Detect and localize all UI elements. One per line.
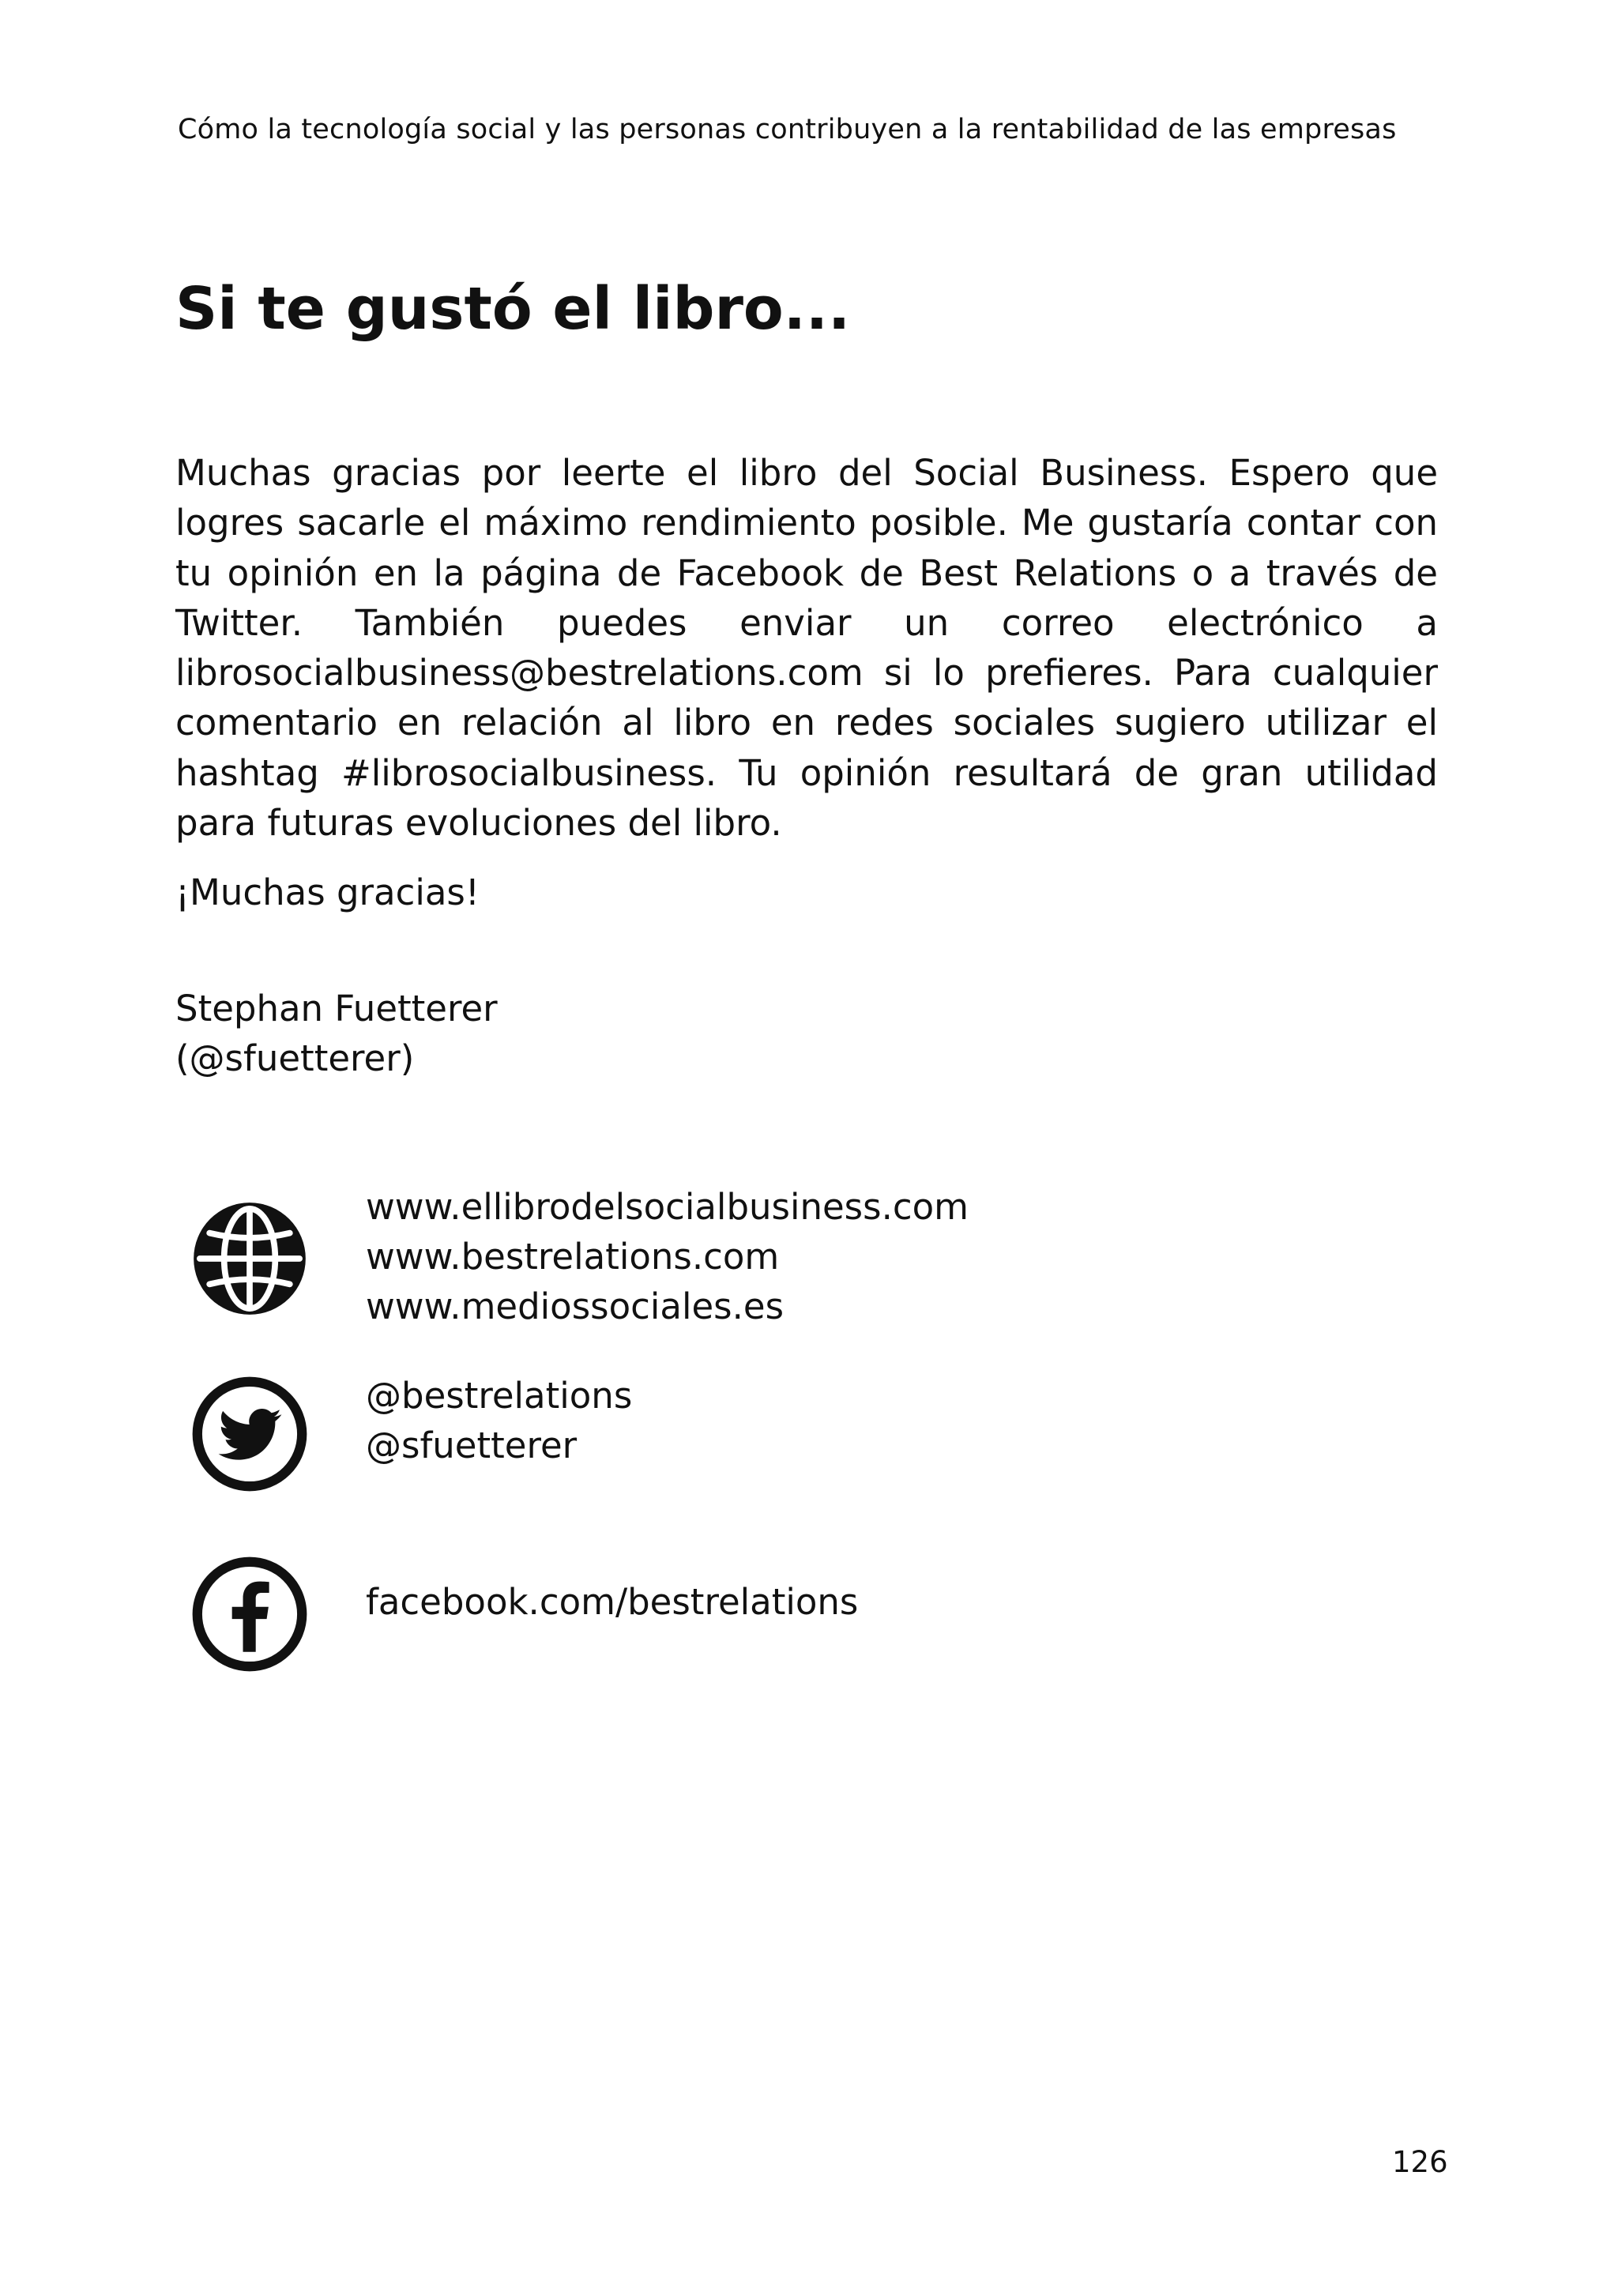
globe-icon [189,1198,310,1319]
facebook-f-icon [189,1553,310,1675]
website-link[interactable]: www.mediossociales.es [366,1285,785,1327]
twitter-handle[interactable]: @sfuetterer [366,1425,578,1466]
twitter-handles [366,1371,632,1470]
author-name: Stephan Fuetterer [175,988,498,1029]
author-handle: (@sfuetterer) [175,1037,415,1079]
running-header: Cómo la tecnología social y las personas contribuyen a la rentabilidad de las empresas [178,114,1397,145]
page-title: Si te gustó el libro... [175,275,851,343]
signature [175,984,498,1083]
website-links [366,1182,969,1331]
website-link[interactable]: www.bestrelations.com [366,1236,780,1278]
website-link[interactable]: www.ellibrodelsocialbusiness.com [366,1186,969,1228]
thanks-line: ¡Muchas gracias! [175,871,480,913]
facebook-links [366,1577,858,1627]
page-number: 126 [1392,2145,1448,2179]
facebook-link[interactable]: facebook.com/bestrelations [366,1581,859,1623]
twitter-handle[interactable]: @bestrelations [366,1375,633,1417]
twitter-bird-icon [189,1373,310,1495]
body-paragraph: Muchas gracias por leerte el libro del Social Business. Espero que logres sacarle el máximo rendimiento posible. Me gustaría contar con tu opinión en la página de Facebook de Best Relations o a través de Twitter. También puedes enviar un correo electrónico a librosocialbusiness@bestrelations.com si lo prefieres. Para cualquier comentario en relación al libro en redes sociales sugiero utilizar el hashtag #librosocialbusiness. Tu opinión resultará de gran utilidad para futuras evoluciones del libro. [175,452,1438,845]
